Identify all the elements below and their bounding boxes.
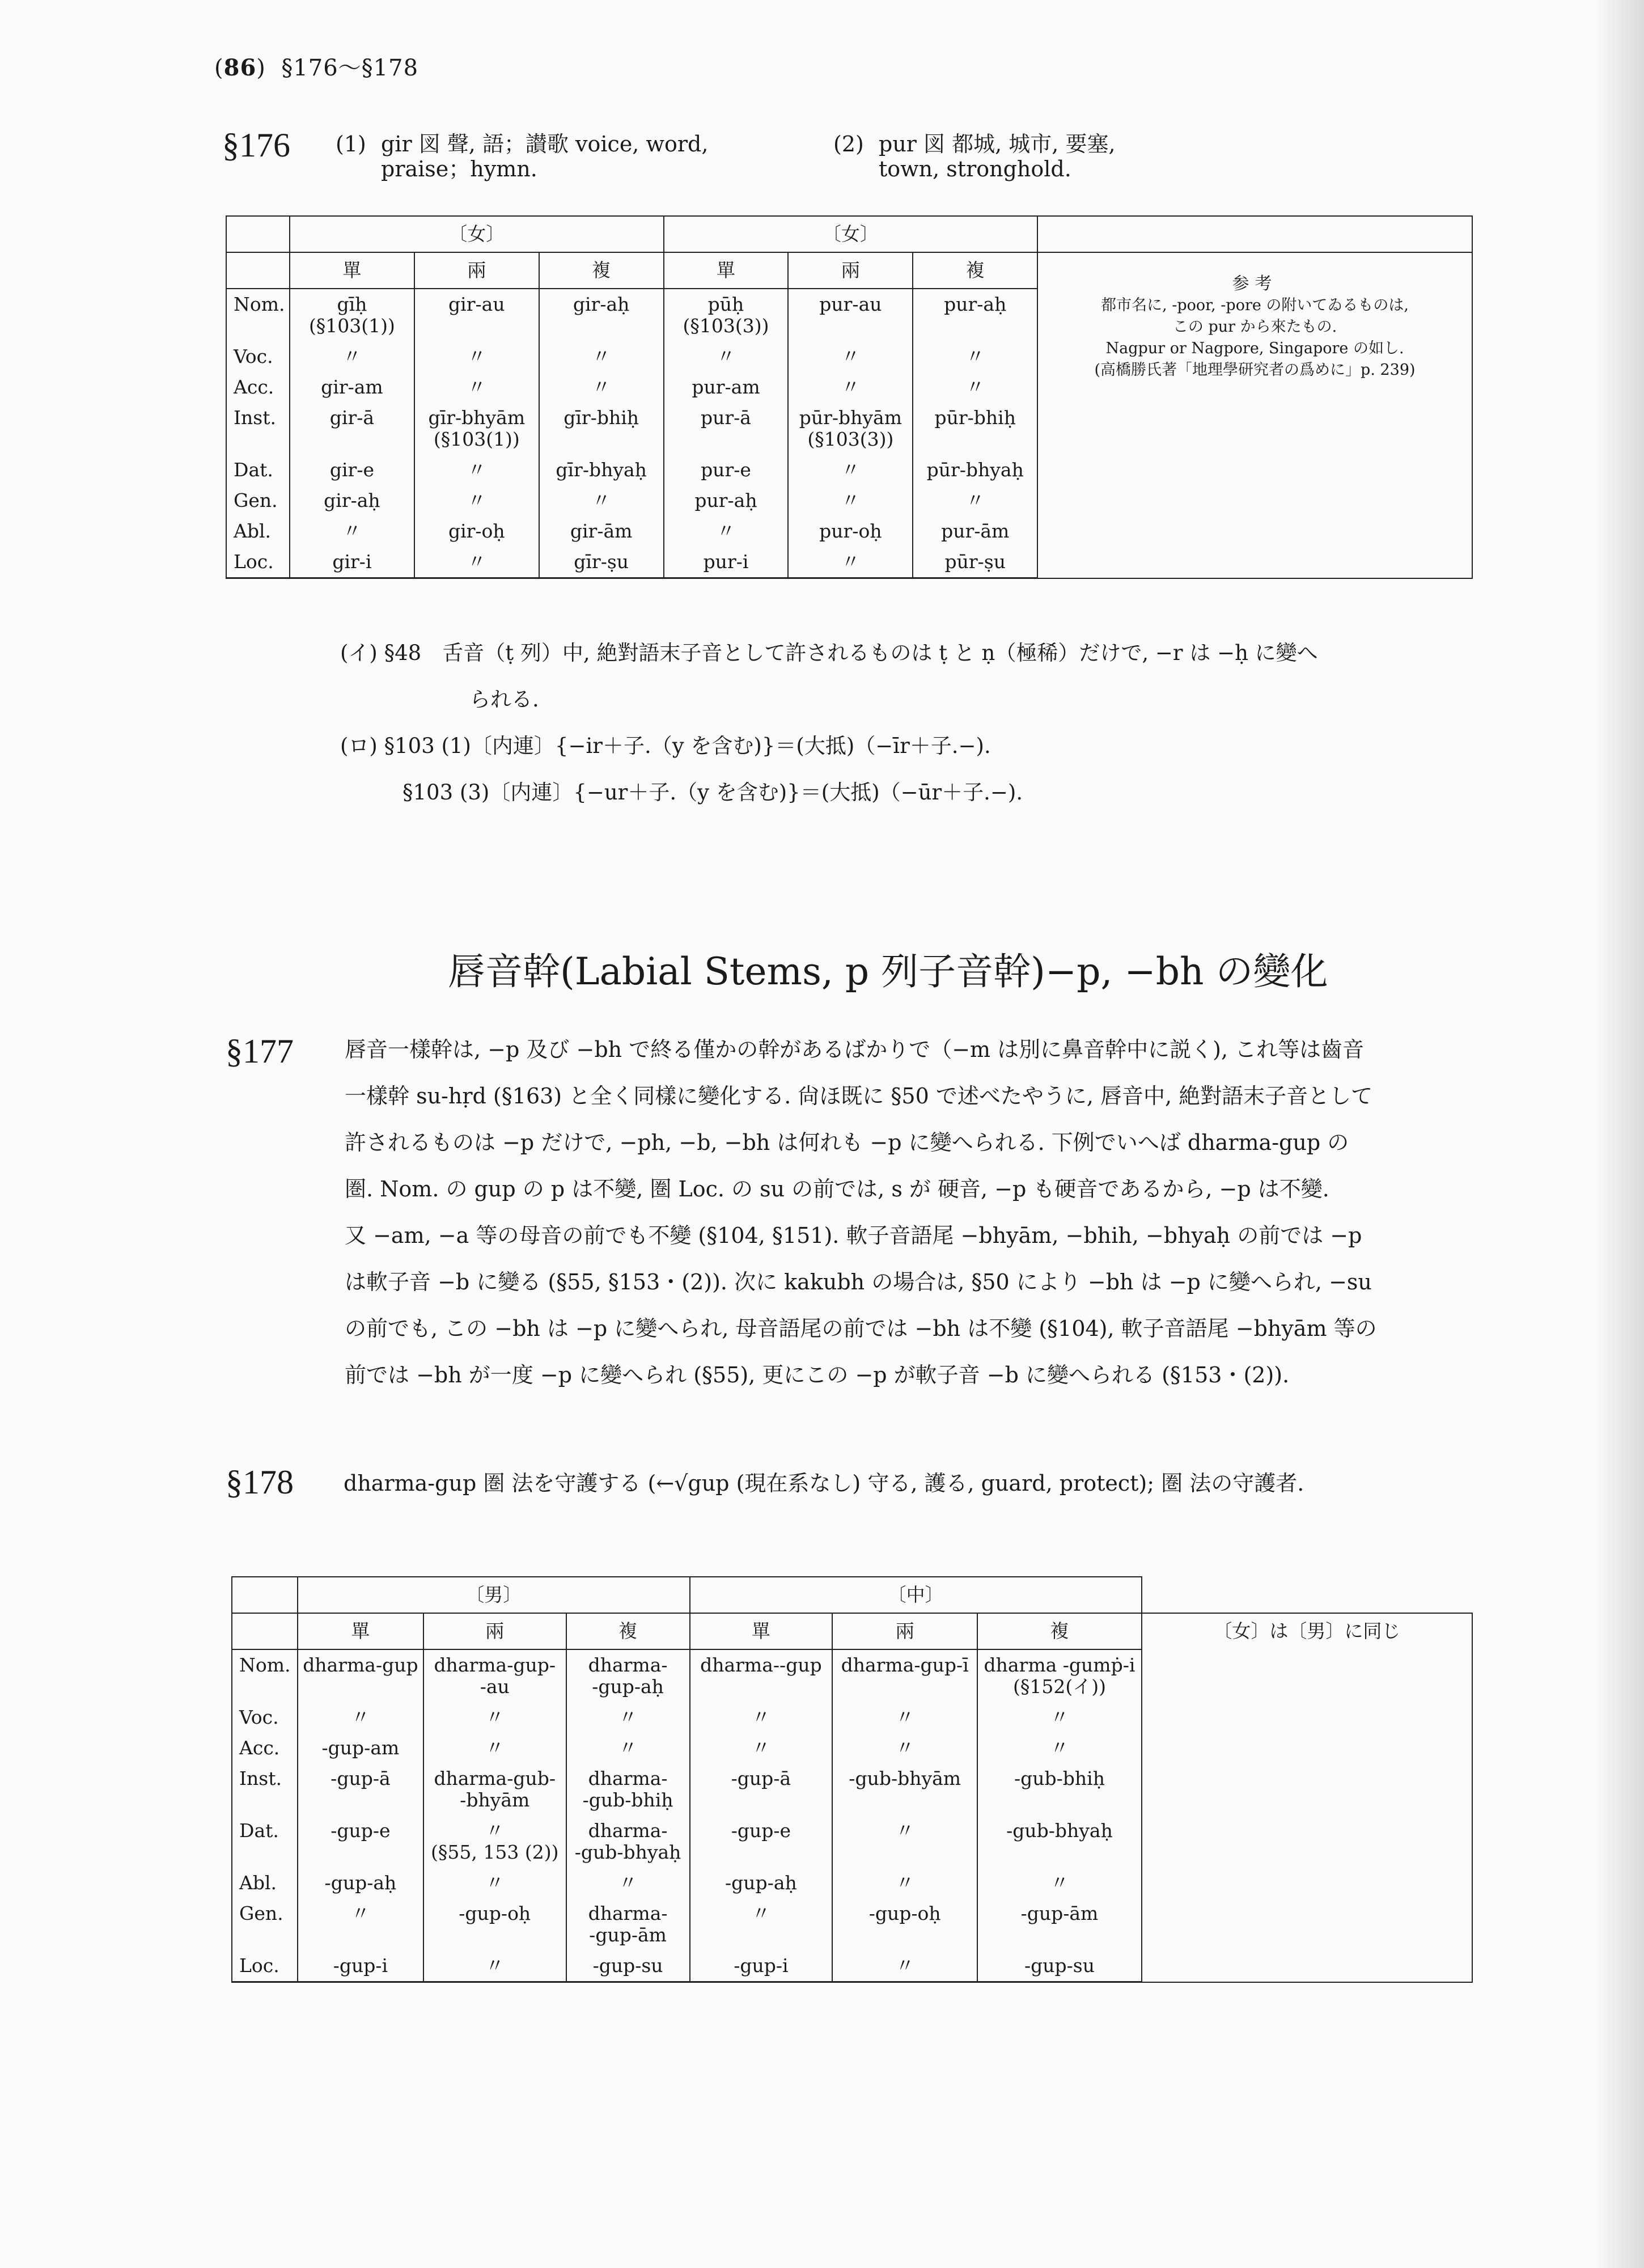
corner-cell [232,1577,298,1613]
form-cell [690,1950,833,1982]
table-cell-text: gir-e [329,459,374,481]
form-cell [414,516,539,547]
table-cell-text: -gup-aḥ [324,1872,397,1894]
form-cell [832,1816,977,1868]
table-cell-text: 〃 [716,345,735,367]
form-cell [566,1649,690,1702]
table-cell-text: 〃 [485,1706,505,1728]
table-number-header [232,1613,1472,1649]
table-cell-text: 〃 [467,459,486,481]
reference-line: (高橋勝氏著「地理學研究者の爲めに」p. 239) [1094,361,1416,379]
form-cell [539,485,664,516]
section-176-number: §176 [222,126,290,164]
s176-entry-2-line2: town, stronghold. [879,156,1071,181]
form-cell [832,1649,977,1702]
number-header: 兩 [423,1613,566,1649]
table-cell-text: -gup-e [731,1820,791,1842]
s176-note-1-cont: られる. [469,687,539,712]
s176-entry-2-num: (2) [833,132,864,156]
form-cell [977,1816,1142,1868]
gender-header: 〔男〕 [298,1577,690,1613]
table-cell-text: -gup-ā [331,1767,391,1789]
s176-entry-1-num: (1) [336,132,366,156]
form-cell [539,455,664,485]
number-header: 兩 [414,252,539,289]
table-cell-text: 〃 [1050,1737,1069,1759]
table-cell-text: -gup-su [1024,1954,1095,1977]
form-cell [664,289,789,341]
table-cell-text: 〃 [965,376,985,398]
form-cell [788,289,913,341]
s176-note-1: (イ) §48 舌音（ṭ 列）中, 絶對語末子音として許されるものは ṭ と ṇ（極稀）だけで, −r は −ḥ に變へ [340,641,1318,665]
form-cell [977,1898,1142,1950]
form-cell [690,1733,833,1763]
table-cell-text: 〃 [841,376,860,398]
s176-entry-1 [336,132,766,181]
reference-header-cell [1037,216,1472,252]
form-cell [566,1733,690,1763]
feminine-note: 〔女〕は〔男〕に同じ [1142,1613,1472,1982]
form-cell [566,1816,690,1868]
form-cell [788,485,913,516]
form-cell [539,403,664,455]
table-cell-text: pur-ām [941,520,1010,542]
form-cell [539,341,664,372]
form-cell [977,1763,1142,1816]
table-cell-text: gir-i [332,551,372,573]
table-cell-text: 〃 [485,1872,505,1894]
form-cell [832,1898,977,1950]
form-cell [290,289,414,341]
form-cell [566,1950,690,1982]
form-cell [690,1898,833,1950]
form-cell [423,1649,566,1702]
s177-paragraph [345,1026,1512,1398]
number-header: 兩 [832,1613,977,1649]
page-number: 86 [223,54,257,81]
form-cell [298,1763,423,1816]
s177-line: 圏. Nom. の gup の p は不變, 圏 Loc. の su の前では, s が 硬音, −p も硬音であるから, −p は不變. [345,1177,1329,1201]
form-cell [913,455,1037,485]
form-cell [977,1649,1142,1702]
form-cell [913,547,1037,578]
table-cell-text: -gup-aḥ [592,1675,664,1698]
table-cell-text: 〃 [716,520,735,542]
table-cell-text: 〃 [895,1872,914,1894]
s177-line: の前でも, この −bh は −p に變へられ, 母音語尾の前では −bh は不變 (§104), 軟子音語尾 −bhyām 等の [345,1316,1377,1341]
table-cell-text: -gup-aḥ [725,1872,797,1894]
form-cell [298,1868,423,1898]
table-cell-text: pūr-ṣu [944,551,1006,573]
table-cell-text: 〃 [592,376,611,398]
table-cell-text: 〃 [351,1902,370,1924]
form-cell [832,1702,977,1733]
table-cell-text: -gup-su [592,1954,663,1977]
table-cell-text: pur-ā [701,407,751,429]
form-cell [290,341,414,372]
number-header: 單 [664,252,789,289]
form-cell [977,1733,1142,1763]
table-cell-text: 〃 [485,1737,505,1759]
gender-header: 〔女〕 [290,216,664,252]
form-cell [832,1868,977,1898]
table-cell-text: 〃 [841,489,860,511]
table-cell-text: gir-aḥ [324,489,380,511]
form-cell [664,547,789,578]
s176-note-3: §103 (3)〔内連〕{−ur＋子.（y を含む)}＝(大抵)（−ūr＋子.−). [402,780,1023,805]
section-178-number: §178 [226,1463,294,1501]
table-cell-text: 〃 [592,489,611,511]
form-cell [788,516,913,547]
table-cell-text: gīḥ [337,293,367,315]
form-cell [832,1733,977,1763]
table-cell-text: -gup-i [333,1954,388,1977]
table-cell-text: gir-au [448,293,505,315]
table-cell-text: gir-am [321,376,383,398]
form-cell [423,1763,566,1816]
form-cell [913,516,1037,547]
form-cell [977,1868,1142,1898]
table-number-header [226,252,1472,289]
form-cell [566,1868,690,1898]
section-177-number: §177 [226,1033,294,1070]
table-cell-text: gir-aḥ [573,293,630,315]
s176-notes [340,641,1502,827]
number-header: 複 [566,1613,690,1649]
form-cell [298,1649,423,1702]
form-cell [423,1868,566,1898]
form-cell [690,1868,833,1898]
form-cell [690,1763,833,1816]
table-cell-text: pur-e [701,459,751,481]
s176-entry-2-line1: pur 図 都城, 城市, 要塞, [879,132,1116,156]
form-cell [414,455,539,485]
case-label: Abl. [226,516,290,547]
running-head-sections: §176〜§178 [281,55,419,81]
case-label: Loc. [226,547,290,578]
table-cell-text: pūr-bhiḥ [934,407,1016,429]
table-cell-text: 〃 [895,1820,914,1842]
form-cell [664,403,789,455]
s177-line: 一樣幹 su-hṛd (§163) と全く同樣に變化する. 尙ほ既に §50 で述べたやうに, 唇音中, 絶對語末子音として [345,1084,1373,1108]
table-cell-text: gīr-bhiḥ [563,407,639,429]
table-cell-text: (§152(イ)) [1012,1675,1106,1698]
form-cell [423,1733,566,1763]
table-cell-text: 〃 [618,1706,638,1728]
form-cell [290,485,414,516]
table-cell-text: -gub-bhyaḥ [1006,1820,1113,1842]
table-cell-text: 〃 [895,1706,914,1728]
page-edge-shadow [1593,0,1644,2268]
table-cell-text: -gup-e [331,1820,391,1842]
table-cell-text: dharma- [588,1820,668,1842]
number-header: 兩 [788,252,913,289]
form-cell [664,455,789,485]
table-cell-text: (§103(1)) [433,428,520,450]
form-cell [539,289,664,341]
table-cell-text: dharma- [588,1654,668,1676]
form-cell [913,341,1037,372]
form-cell [913,403,1037,455]
form-cell [539,547,664,578]
form-cell [423,1950,566,1982]
s178-text: dharma-gup 圏 法を守護する (←√gup (現在系なし) 守る, 護る, guard, protect); 圏 法の守護者. [344,1471,1304,1496]
form-cell [788,547,913,578]
form-cell [977,1702,1142,1733]
table-cell-text: dharma-gub- [434,1767,556,1789]
form-cell [913,289,1037,341]
table-cell-text: gir-ām [570,520,633,542]
reference-line: Nagpur or Nagpore, Singapore の如し. [1105,340,1404,357]
form-cell [690,1702,833,1733]
table-cell-text: dharma- [588,1767,668,1789]
reference-line: 都市名に, -poor, -pore の附いてゐるものは, [1101,297,1409,314]
table-cell-text: 〃 [895,1954,914,1977]
table-cell-text: 〃 [751,1902,770,1924]
reference-box [1037,252,1472,578]
table-cell-text: -gub-bhyām [849,1767,961,1789]
table-cell-text: pur-i [703,551,749,573]
table-cell-text: dharma-gup [303,1654,418,1676]
form-cell [566,1702,690,1733]
table-cell-text: gir-oḥ [448,520,505,542]
form-cell [414,403,539,455]
table-cell-text: pūr-bhyām [799,407,902,429]
declension-table-178 [231,1576,1473,1983]
table-cell-text: 〃 [592,345,611,367]
number-header: 複 [913,252,1037,289]
table-cell-text: pur-au [819,293,882,315]
number-header: 單 [298,1613,423,1649]
table-cell-text: (§103(1)) [308,315,395,337]
form-cell [977,1950,1142,1982]
table-cell-text: dharma-gup-ī [841,1654,969,1676]
case-label: Inst. [232,1763,298,1816]
table-cell-text: 〃 [841,459,860,481]
table-group-header [232,1577,1472,1613]
table-cell-text: -gub-bhiḥ [582,1789,673,1811]
table-cell-text: 〃 [467,551,486,573]
form-cell [423,1816,566,1868]
table-cell-text: 〃 [751,1737,770,1759]
form-cell [539,372,664,403]
table-cell-text: gīr-ṣu [574,551,629,573]
form-cell [290,516,414,547]
form-cell [298,1702,423,1733]
form-cell [664,341,789,372]
table-cell-text: 〃 [895,1737,914,1759]
table-cell-text: 〃 [841,551,860,573]
gender-header: 〔中〕 [690,1577,1142,1613]
table-cell-text: dharma- [588,1902,668,1924]
number-header: 複 [539,252,664,289]
s177-line: は軟子音 −b に變る (§55, §153・(2)). 次に kakubh の場合は, §50 により −bh は −p に變へられ, −su [345,1270,1372,1294]
form-cell [298,1950,423,1982]
form-cell [566,1898,690,1950]
case-label: Gen. [232,1898,298,1950]
gender-header: 〔女〕 [664,216,1038,252]
corner-cell [226,216,290,252]
case-label: Loc. [232,1950,298,1982]
form-cell [832,1763,977,1816]
table-cell-text: 〃 [965,489,985,511]
form-cell [414,372,539,403]
table-cell-text: -gup-am [321,1737,400,1759]
s176-entry-1-line1: gir 図 聲, 語；讃歌 voice, word, [381,132,709,156]
table-cell-text: -gup-oḥ [868,1902,941,1924]
s177-line: 前では −bh が一度 −p に變へられ (§55), 更にこの −p が軟子音 −b に變へられる (§153・(2)). [345,1363,1290,1387]
table-cell-text: 〃 [467,345,486,367]
number-header: 單 [290,252,414,289]
table-cell-text: 〃 [467,489,486,511]
table-cell-text: pur-aḥ [694,489,757,511]
form-cell [290,547,414,578]
table-cell-text: 〃 [965,345,985,367]
form-cell [832,1950,977,1982]
form-cell [664,485,789,516]
table-cell-text: gīr-bhyaḥ [556,459,647,481]
form-cell [423,1702,566,1733]
form-cell [298,1816,423,1868]
s176-entry-2 [833,132,1242,181]
s177-line: 唇音一樣幹は, −p 及び −bh で終る僅かの幹があるばかりで（−m は別に鼻音幹中に説く), これ等は齒音 [345,1037,1365,1062]
form-cell [690,1816,833,1868]
s177-line: 許されるものは −p だけで, −ph, −b, −bh は何れも −p に變へられる. 下例でいへば dharma-gup の [345,1130,1349,1155]
form-cell [690,1649,833,1702]
table-cell-text: 〃 [751,1706,770,1728]
case-label: Acc. [232,1733,298,1763]
case-label: Voc. [226,341,290,372]
table-cell-text: (§103(3)) [683,315,769,337]
table-cell-text: gir-ā [329,407,375,429]
form-cell [664,516,789,547]
table-cell-text: -gub-bhiḥ [1014,1767,1105,1789]
table-cell-text: pur-am [692,376,760,398]
form-cell [664,372,789,403]
table-cell-text: (§55, 153 (2)) [431,1841,559,1863]
form-cell [298,1733,423,1763]
table-cell-text: pūr-bhyaḥ [926,459,1024,481]
table-cell-text: 〃 [485,1820,505,1842]
form-cell [566,1763,690,1816]
form-cell [913,372,1037,403]
table-cell-text: dharma-gup- [434,1654,556,1676]
table-cell-text: 〃 [342,520,362,542]
table-cell-text: 〃 [618,1737,638,1759]
case-label: Acc. [226,372,290,403]
table-cell-text: -gup-ā [731,1767,791,1789]
table-cell-text: -gup-ām [589,1924,667,1946]
table-cell-text: 〃 [1050,1872,1069,1894]
form-cell [788,372,913,403]
form-cell [423,1898,566,1950]
form-cell [414,547,539,578]
table-cell-text: pur-oḥ [819,520,882,542]
case-label: Inst. [226,403,290,455]
corner-cell [226,252,290,289]
table-cell-text: 〃 [467,376,486,398]
form-cell [290,372,414,403]
table-cell-text: 〃 [351,1706,370,1728]
table-cell-text: dharma -gumṗ-i [984,1654,1135,1676]
table-group-header [226,216,1472,252]
table-cell-text: -gup-ām [1020,1902,1099,1924]
case-label: Dat. [232,1816,298,1868]
case-label: Voc. [232,1702,298,1733]
case-label: Dat. [226,455,290,485]
declension-table-176 [226,215,1473,579]
form-cell [788,341,913,372]
form-cell [414,289,539,341]
table-cell-text: -gup-oḥ [459,1902,531,1924]
form-cell [913,485,1037,516]
corner-cell [232,1613,298,1649]
table-cell-text: -au [480,1675,510,1698]
s177-line: 又 −am, −a 等の母音の前でも不變 (§104, §151). 軟子音語尾 −bhyām, −bhih, −bhyaḥ の前では −p [345,1223,1362,1248]
table-cell-text: dharma--gup [700,1654,822,1676]
form-cell [788,455,913,485]
table-cell-text: gīr-bhyām [428,407,526,429]
number-header: 單 [690,1613,833,1649]
number-header: 複 [977,1613,1142,1649]
form-cell [414,485,539,516]
table-cell-text: 〃 [841,345,860,367]
table-cell-text: 〃 [342,345,362,367]
form-cell [298,1898,423,1950]
table-cell-text: -gup-i [734,1954,789,1977]
s176-entry-1-line2: praise；hymn. [381,156,537,181]
section-heading: 唇音幹(Labial Stems, p 列子音幹)−p, −bh の變化 [448,950,1328,993]
table-cell-text: -bhyām [460,1789,530,1811]
form-cell [290,455,414,485]
form-cell [788,403,913,455]
case-label: Nom. [226,289,290,341]
form-cell [290,403,414,455]
table-cell-text: (§103(3)) [807,428,894,450]
table-cell-text: 〃 [618,1872,638,1894]
table-cell-text: 〃 [485,1954,505,1977]
form-cell [539,516,664,547]
table-cell-text: 〃 [1050,1706,1069,1728]
table-cell-text: pur-aḥ [944,293,1007,315]
case-label: Abl. [232,1868,298,1898]
running-head: (86) §176〜§178 [214,54,419,81]
case-label: Gen. [226,485,290,516]
s176-note-2: (ロ) §103 (1)〔内連〕{−ir＋子.（y を含む)}＝(大抵)（−īr＋子.−). [340,734,991,758]
table-cell-text: -gub-bhyaḥ [574,1841,681,1863]
table-cell-text: pūḥ [707,293,744,315]
reference-line: この pur から來たもの. [1172,318,1337,336]
form-cell [414,341,539,372]
reference-title: 参考 [1232,274,1278,294]
case-label: Nom. [232,1649,298,1702]
